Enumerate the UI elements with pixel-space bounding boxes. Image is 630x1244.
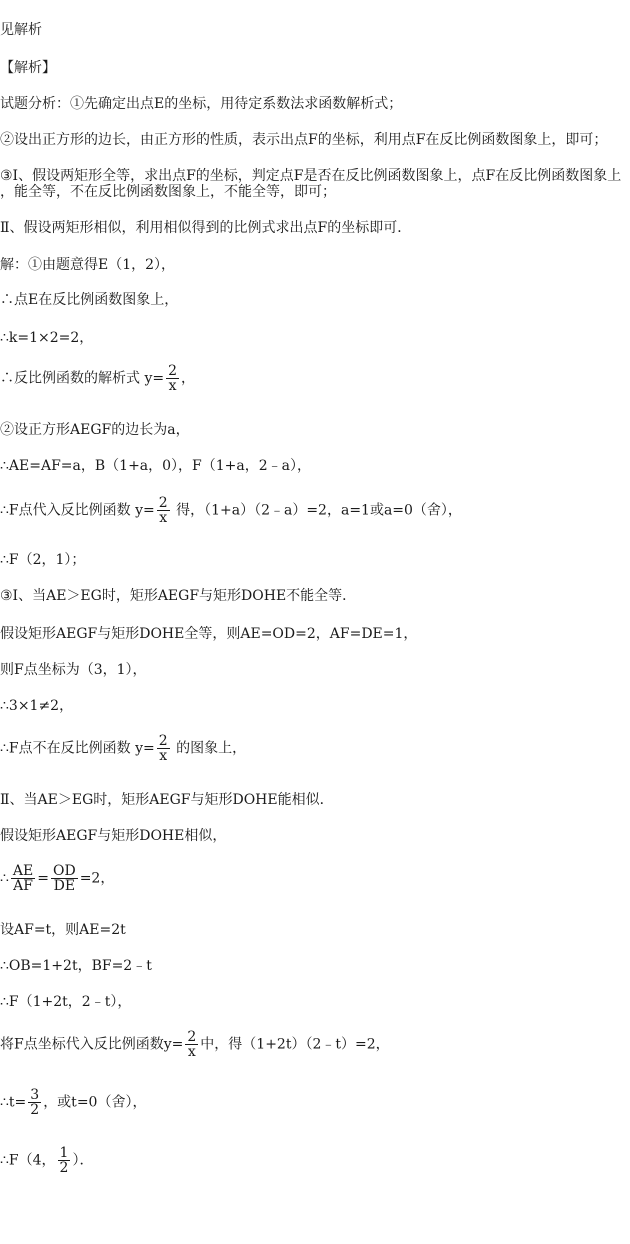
solution-line: ∴3×1≠2， <box>0 698 74 714</box>
solution-line <box>0 734 246 763</box>
text-segment: ）． <box>72 1152 94 1169</box>
fraction-2-over-x <box>166 364 179 393</box>
fraction-numerator: 2 <box>168 363 178 379</box>
fraction-numerator: 2 <box>187 1029 197 1045</box>
analysis-step-2: ②设出正方形的边长，由正方形的性质，表示出点F的坐标，利用点F在反比例函数图象上，即可； <box>0 132 608 148</box>
text-segment: =2， <box>79 870 115 887</box>
fraction-denominator: 2 <box>59 1160 69 1176</box>
solution-line <box>0 364 195 393</box>
text-segment: 得，（1+a）（2﹣a）=2，a=1或a=0（舍）， <box>171 502 462 519</box>
solution-line: ∴k=1×2=2， <box>0 330 94 346</box>
text-segment: 中，得（1+2t）（2﹣t）=2， <box>200 1036 390 1053</box>
solution-line: ∴点E在反比例函数图象上， <box>0 292 179 308</box>
fraction-denominator: DE <box>53 878 76 894</box>
text-segment: ， <box>181 370 196 387</box>
solution-line <box>0 1088 146 1117</box>
text-segment: ∴t= <box>0 1094 27 1111</box>
analysis-step-3: ③Ⅰ、假设两矩形全等，求出点F的坐标，判定点F是否在反比例函数图象上，点F在反比例函数图象上 <box>0 168 622 184</box>
analysis-step-1: 试题分析：①先确定出点E的坐标，用待定系数法求函数解析式； <box>0 96 403 112</box>
text-segment: = <box>37 870 49 887</box>
solution-line: 则F点坐标为（3，1）， <box>0 662 147 678</box>
solution-line: ②设正方形AEGF的边长为a， <box>0 422 190 438</box>
solution-line: ∴F（2，1）； <box>0 552 86 568</box>
text-segment: ∴ <box>0 870 9 887</box>
text-segment: ∴反比例函数的解析式 y= <box>0 370 165 387</box>
solution-line: ∴F（1+2t，2﹣t）， <box>0 994 132 1010</box>
solution-line <box>0 1146 93 1175</box>
text-segment: 将F点坐标代入反比例函数y= <box>0 1036 184 1053</box>
solution-line <box>0 864 114 893</box>
fraction-numerator: 3 <box>30 1087 40 1103</box>
fraction-od-over-de <box>51 864 78 893</box>
text-segment: ∴F点代入反比例函数 y= <box>0 502 155 519</box>
text-segment: 的图象上， <box>171 740 247 757</box>
solution-line: 解：①由题意得E（1，2）， <box>0 257 176 273</box>
text-segment: ，或t=0（舍）， <box>43 1094 147 1111</box>
fraction-2-over-x <box>185 1030 198 1059</box>
fraction-ae-over-af <box>11 864 35 893</box>
solution-line: 设AF=t，则AE=2t <box>0 922 126 938</box>
fraction-denominator: AF <box>13 878 33 894</box>
solution-line <box>0 1030 390 1059</box>
fraction-denominator: x <box>159 748 168 764</box>
analysis-step-3-cont: ，能全等，不在反比例函数图象上，不能全等，即可； <box>0 184 336 200</box>
fraction-2-over-x <box>157 734 170 763</box>
answer-line: 见解析 <box>0 22 42 38</box>
solution-line: ∴AE=AF=a，B（1+a，0），F（1+a，2﹣a）， <box>0 458 312 474</box>
text-segment: ∴F（4， <box>0 1152 56 1169</box>
solution-line: ③Ⅰ、当AE＞EG时，矩形AEGF与矩形DOHE不能全等． <box>0 588 357 604</box>
solution-line <box>0 496 462 525</box>
fraction-2-over-x <box>157 496 170 525</box>
solution-line: ∴OB=1+2t，BF=2﹣t <box>0 958 152 974</box>
analysis-step-4: Ⅱ、假设两矩形相似，利用相似得到的比例式求出点F的坐标即可． <box>0 220 412 236</box>
analysis-heading: 【解析】 <box>0 60 56 76</box>
fraction-denominator: x <box>168 378 177 394</box>
solution-line: Ⅱ、当AE＞EG时，矩形AEGF与矩形DOHE能相似． <box>0 792 334 808</box>
solution-line: 假设矩形AEGF与矩形DOHE相似， <box>0 828 227 844</box>
fraction-numerator: OD <box>53 863 76 879</box>
fraction-denominator: x <box>187 1044 196 1060</box>
solution-line: 假设矩形AEGF与矩形DOHE全等，则AE=OD=2，AF=DE=1， <box>0 626 418 642</box>
fraction-numerator: 1 <box>59 1145 69 1161</box>
fraction-3-over-2 <box>28 1088 41 1117</box>
text-segment: ∴F点不在反比例函数 y= <box>0 740 155 757</box>
fraction-numerator: 2 <box>158 495 168 511</box>
fraction-1-over-2 <box>58 1146 71 1175</box>
fraction-numerator: AE <box>12 863 34 879</box>
fraction-numerator: 2 <box>158 733 168 749</box>
fraction-denominator: 2 <box>30 1102 40 1118</box>
fraction-denominator: x <box>159 510 168 526</box>
